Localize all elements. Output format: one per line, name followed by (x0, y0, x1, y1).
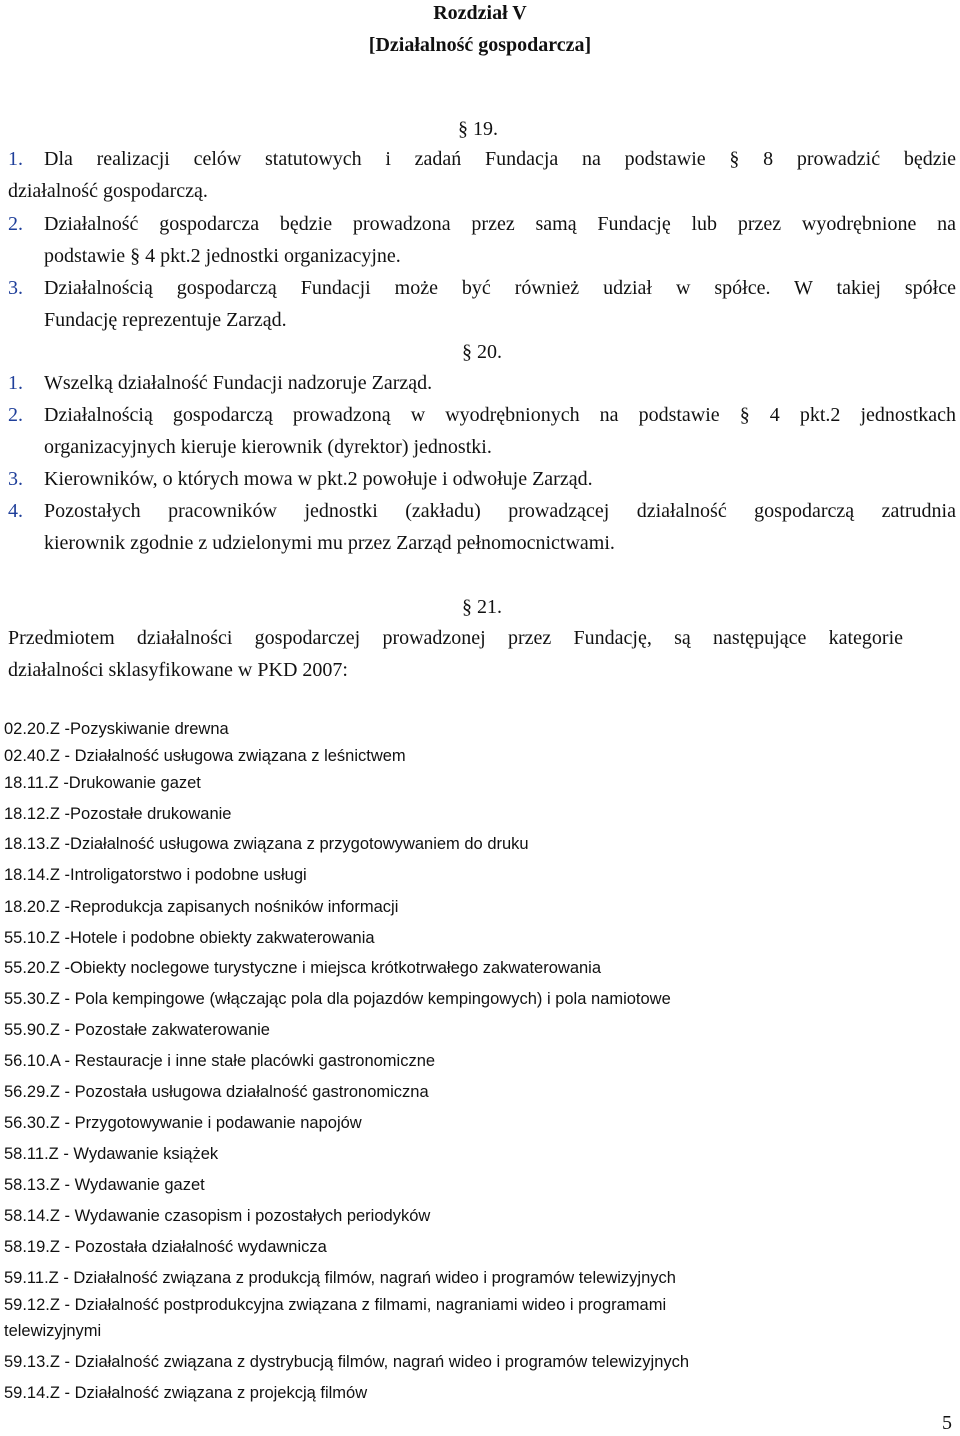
pkd-item: 55.20.Z -Obiekty noclegowe turystyczne i miejsca krótkotrwałego zakwaterowania (4, 959, 602, 977)
pkd-item: 02.40.Z - Działalność usługowa związana z leśnictwem (4, 747, 406, 765)
pkd-item: 55.30.Z - Pola kempingowe (włączając pola dla pojazdów kempingowych) i pola namiotowe (4, 990, 671, 1008)
s19-item-2-line1: Działalność gospodarcza będzie prowadzona przez samą Fundację lub przez wyodrębnione na (44, 213, 956, 235)
s20-item-4-number: 4. (8, 500, 23, 522)
s19-item-1-line1: Dla realizacji celów statutowych i zadań Fundacja na podstawie § 8 prowadzić będzie (44, 148, 956, 170)
pkd-item: 56.10.A - Restauracje i inne stałe placówki gastronomiczne (4, 1052, 436, 1070)
pkd-item: 58.14.Z - Wydawanie czasopism i pozostałych periodyków (4, 1207, 431, 1225)
pkd-item: 58.11.Z - Wydawanie książek (4, 1145, 219, 1163)
pkd-item: 56.29.Z - Pozostała usługowa działalność gastronomiczna (4, 1083, 429, 1101)
section-19-heading: § 19. (458, 118, 498, 140)
pkd-item: 58.19.Z - Pozostała działalność wydawnicza (4, 1238, 327, 1256)
pkd-item: 55.10.Z -Hotele i podobne obiekty zakwaterowania (4, 929, 375, 947)
pkd-item: 59.14.Z - Działalność związana z projekcją filmów (4, 1384, 368, 1402)
pkd-item: 58.13.Z - Wydawanie gazet (4, 1176, 205, 1194)
s20-item-2-line2: organizacyjnych kieruje kierownik (dyrektor) jednostki. (44, 436, 492, 458)
s20-item-2-line1: Działalnością gospodarczą prowadzoną w wyodrębnionych na podstawie § 4 pkt.2 jednostkach (44, 404, 956, 426)
page-number: 5 (942, 1412, 952, 1434)
pkd-item: 59.13.Z - Działalność związana z dystrybucją filmów, nagrań wideo i programów telewizyjnych (4, 1353, 690, 1371)
chapter-title: [Działalność gospodarcza] (368, 34, 592, 56)
pkd-item: telewizyjnymi (4, 1322, 102, 1340)
s20-item-4-line1: Pozostałych pracowników jednostki (zakładu) prowadzącej działalność gospodarczą zatrudnia (44, 500, 956, 522)
s19-item-3-line2: Fundację reprezentuje Zarząd. (44, 309, 287, 331)
s21-intro-line2: działalności sklasyfikowane w PKD 2007: (8, 659, 348, 681)
pkd-item: 18.13.Z -Działalność usługowa związana z przygotowywaniem do druku (4, 835, 529, 853)
section-20-heading: § 20. (462, 341, 502, 363)
s20-item-1-line1: Wszelką działalność Fundacji nadzoruje Zarząd. (44, 372, 433, 394)
s19-item-3-line1: Działalnością gospodarczą Fundacji może być również udział w spółce. W takiej spółce (44, 277, 956, 299)
s19-item-1-number: 1. (8, 148, 23, 170)
s19-item-3-number: 3. (8, 277, 23, 299)
s20-item-1-number: 1. (8, 372, 23, 394)
pkd-item: 55.90.Z - Pozostałe zakwaterowanie (4, 1021, 270, 1039)
s20-item-3-number: 3. (8, 468, 23, 490)
pkd-item: 59.11.Z - Działalność związana z produkcją filmów, nagrań wideo i programów telewizyjnych (4, 1269, 676, 1287)
s20-item-3-line1: Kierowników, o których mowa w pkt.2 powołuje i odwołuje Zarząd. (44, 468, 593, 490)
pkd-item: 56.30.Z - Przygotowywanie i podawanie napojów (4, 1114, 362, 1132)
s19-item-1-line2: działalność gospodarczą. (8, 180, 208, 202)
s20-item-2-number: 2. (8, 404, 23, 426)
pkd-item: 18.11.Z -Drukowanie gazet (4, 774, 201, 792)
section-21-heading: § 21. (462, 596, 502, 618)
pkd-item: 18.20.Z -Reprodukcja zapisanych nośników informacji (4, 898, 399, 916)
pkd-item: 18.12.Z -Pozostałe drukowanie (4, 805, 232, 823)
s19-item-2-number: 2. (8, 213, 23, 235)
chapter-number: Rozdział V (433, 2, 527, 24)
s19-item-2-line2: podstawie § 4 pkt.2 jednostki organizacyjne. (44, 245, 401, 267)
s21-intro-line1: Przedmiotem działalności gospodarczej prowadzonej przez Fundację, są następujące kategorie (8, 627, 903, 649)
pkd-item: 02.20.Z -Pozyskiwanie drewna (4, 720, 229, 738)
pkd-item: 18.14.Z -Introligatorstwo i podobne usługi (4, 866, 307, 884)
pkd-item: 59.12.Z - Działalność postprodukcyjna związana z filmami, nagraniami wideo i programami (4, 1296, 667, 1314)
s20-item-4-line2: kierownik zgodnie z udzielonymi mu przez Zarząd pełnomocnictwami. (44, 532, 615, 554)
